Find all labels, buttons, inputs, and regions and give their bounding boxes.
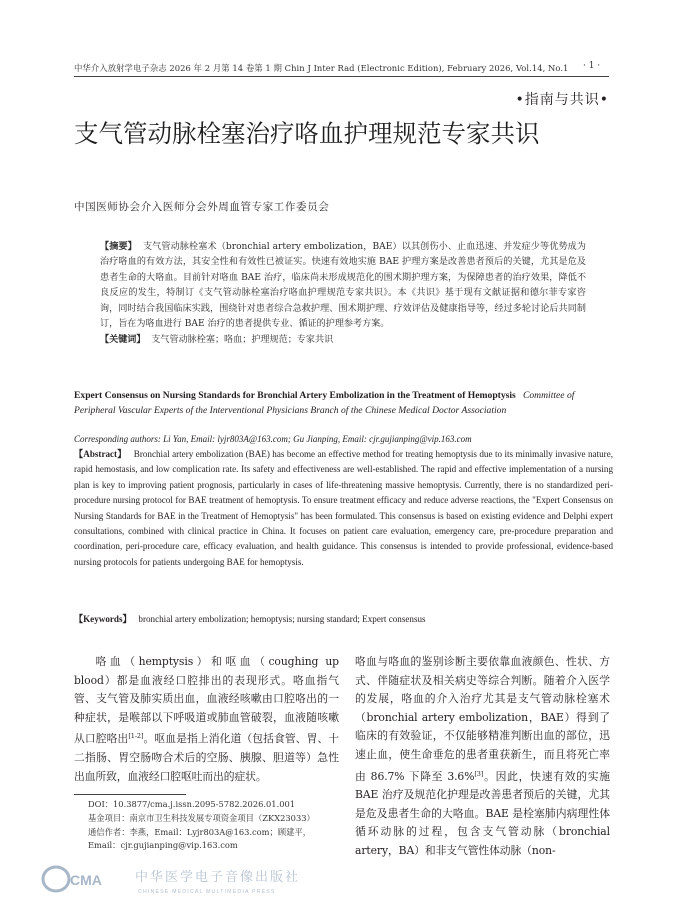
cn-abstract-text: 支气管动脉栓塞术（bronchial artery embolization，BAE）以其创伤小、止血迅速、并发症少等优势成为治疗咯血的有效方法，其安全性和有效性已被证实。快速有效地实施 BAE 护理方案是改善患者预后的关键，尤其是危及患者生命的大咯血。目前针对咯血 BAE 治疗，临床尚未形成规范化的围术期护理方案，为保障患者的治疗效果，降低不良反应的发生，特制订《支气管动脉栓塞治疗咯血护理规范专家共识》。本《共识》基于现有文献证据和德尔菲专家咨询，同时结合我国临床实践，围绕针对患者综合急救护理、围术期护理、疗效评估及健康指导等，经过多轮讨论后共同制订，旨在为咯血进行 BAE 治疗的患者提供专业、循证的护理参考方案。 <box>100 242 586 330</box>
cn-abstract-paragraph <box>100 239 586 332</box>
publisher-name-cn: 中华医学电子音像出版社 <box>135 870 301 885</box>
cn-keywords: 支气管动脉栓塞；咯血；护理规范；专家共识 <box>151 335 334 346</box>
english-title-block <box>74 389 613 418</box>
cma-mark: CMA <box>70 872 102 888</box>
english-committee: Committee of Peripheral Vascular Experts of the Interventional Physicians Branch of the Chinese Medical Doctor Association <box>74 390 575 416</box>
section-label: •指南与共识• <box>515 92 609 108</box>
en-abstract-text: Bronchial artery embolization (BAE) has become an effective method for treating hemoptysis due to its minimally invasive nature, rapid hemostasis, and low complication rate. Its safety and effectiveness are well-established. The rapid and effective implementation of a nursing plan is key to improving patient prognosis, particularly in cases of life-threatening massive hemoptysis. Currently, there is no standardized peri-procedure nursing protocol for BAE treatment of hemoptysis. To ensure treatment efficacy and reduce adverse reactions, the "Expert Consensus on Nursing Standards for BAE in the Treatment of Hemoptysis" has been formulated. This consensus is based on existing evidence and Delphi expert consultations, combined with clinical practice in China. It focuses on patient care evaluation, emergency care, pre-procedure preparation and coordination, peri-procedure care, efficacy evaluation, and health guidance. This consensus is intended to provide professional, evidence-based nursing protocols for patients undergoing BAE for hemoptysis. <box>74 449 614 567</box>
running-head: 中华介入放射学电子杂志 2026 年 2 月第 14 卷第 1 期 Chin J Inter Rad (Electronic Edition), February 2026, Vol.14, No.1 <box>74 63 569 73</box>
publisher-logo <box>40 862 320 896</box>
english-abstract <box>74 447 613 570</box>
corresponding-note: 通信作者：李燕，Email：Lyjr803A@163.com；顾建平，Email：cjr.gujianping@vip.163.com <box>88 826 312 851</box>
page-number: · 1 · <box>583 61 601 71</box>
citation[interactable]: [3] <box>474 769 484 778</box>
en-keywords: bronchial artery embolization; hemoptysis; nursing standard; Expert consensus <box>138 614 426 624</box>
body-paragraph <box>355 653 610 861</box>
corresponding-authors: Corresponding authors: Li Yan, Email: lyjr803A@163.com; Gu Jianping, Email: cjr.gujianping@vip.163.com <box>74 434 472 444</box>
body-text: 。呕血是指上消化道（包括食管、胃、十二指肠、胃空肠吻合术后的空肠、胰腺、胆道等）急性出血所致，血液经口腔呕吐而出的症状。 <box>74 732 340 783</box>
footnote-rule <box>74 794 186 795</box>
body-text: 咯血（hemptysis）和呕血（coughing up blood）都是血液经口腔排出的表现形式。咯血指气管、支气管及肺实质出血，血液经咳嗽由口腔咯出的一种症状，是喉部以下呼吸道或肺血管破裂，血液随咳嗽从口腔咯出 <box>74 655 339 746</box>
cma-logo-icon <box>43 867 69 891</box>
header-rule <box>74 76 609 77</box>
publisher-name-en: CHINESE MEDICAL MULTIMEDIA PRESS <box>138 889 276 895</box>
footnotes <box>74 798 342 853</box>
english-title: Expert Consensus on Nursing Standards for Bronchial Artery Embolization in the Treatment of Hemoptysis <box>74 390 516 401</box>
doi: DOI：10.3877/cma.j.issn.2095-5782.2026.01.001 <box>88 799 296 809</box>
body-text: 咯血与咯血的鉴别诊断主要依靠血液颜色、性状、方式、伴随症状及相关病史等综合判断。随着介入医学的发展，咯血的介入治疗尤其是支气管动脉栓塞术（bronchial artery embolization，BAE）得到了临床的有效验证，不仅能够精准判断出血的部位，迅速止血，使生命垂危的患者重获新生，而且将死亡率由 86.7% 下降至 3.6% <box>355 655 610 783</box>
body-right-column <box>355 653 610 861</box>
en-keywords-label: 【Keywords】 <box>74 614 132 624</box>
cn-keywords-line <box>100 332 586 348</box>
article-title: 支气管动脉栓塞治疗咯血护理规范专家共识 <box>74 119 540 148</box>
cn-abstract-label: 【摘要】 <box>100 241 137 252</box>
body-text: 。因此，快速有效的实施 BAE 治疗及规范化护理是改善患者预后的关键，尤其是危及患者生命的大咯血。BAE 是栓塞肺内病理性体循环动脉的过程，包含支气管动脉（bronchial artery，BA）和非支气管性体动脉（non- <box>355 769 610 857</box>
chinese-abstract <box>100 239 586 349</box>
body-paragraph <box>74 653 339 786</box>
cn-keywords-label: 【关键词】 <box>100 334 146 346</box>
author-line: 中国医师协会介入医师分会外周血管专家工作委员会 <box>74 201 330 213</box>
body-left-column <box>74 653 339 786</box>
en-abstract-label: 【Abstract】 <box>74 449 127 459</box>
english-keywords-line <box>74 612 613 625</box>
citation[interactable]: [1-2] <box>128 732 144 741</box>
fund-note: 基金项目：南京市卫生科技发展专项资金项目（ZKX23033） <box>88 812 315 823</box>
